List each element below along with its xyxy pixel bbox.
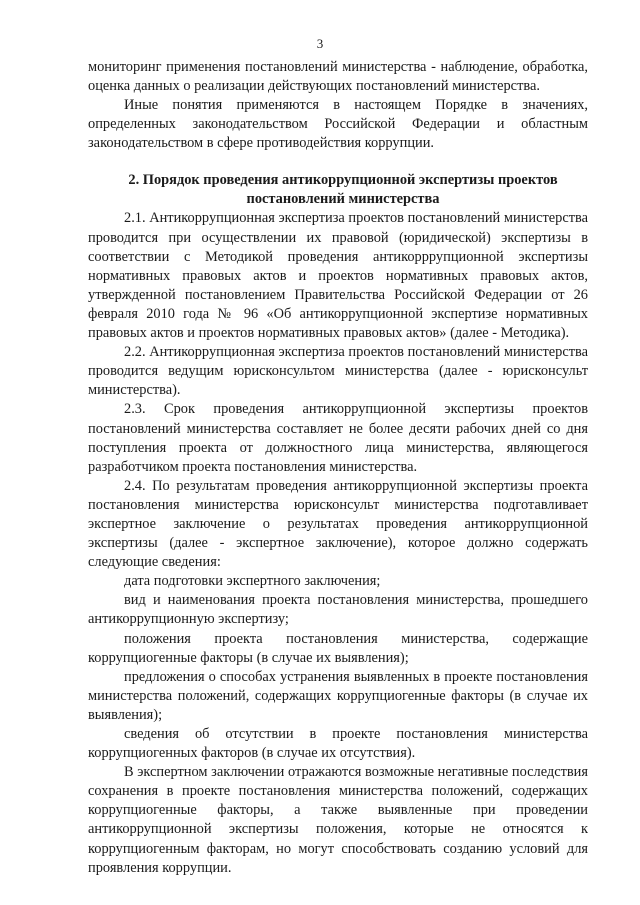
section-title: 2. Порядок проведения антикоррупционной экспертизы проектов постановлений министерства [128, 172, 558, 208]
list-item-proposals: предложения о способах устранения выявленных в проекте постановления министерства положений, содержащих коррупциогенные факторы (в случае их выявления); [88, 668, 588, 723]
paragraph-definition-monitoring: мониторинг применения постановлений министерства - наблюдение, обработка, оценка данных о реализации действующих постановлений министерства. [88, 59, 588, 95]
list-item-absence: сведения об отсутствии в проекте постановления министерства коррупциогенных факторов (в случае их отсутствия). [88, 726, 588, 762]
paragraph-consequences: В экспертном заключении отражаются возможные негативные последствия сохранения в проекте постановления министерства положений, содержащих коррупциогенные факторы, а также выявленные при проведении антикоррупционной экспертизы положения, которые не относятся к коррупциогенным факторам, но могут способствовать созданию условий для проявления коррупции. [88, 764, 588, 876]
list-item-type: вид и наименования проекта постановления министерства, прошедшего антикоррупционную экспертизу; [88, 592, 588, 628]
paragraph-2-4: 2.4. По результатам проведения антикоррупционной экспертизы проекта постановления министерства юрисконсульт министерства подготавливает экспертное заключение о результатах проведения антикоррупционной экспертизы (далее - экспертное заключение), которое должно содержать следующие сведения: [88, 477, 588, 571]
list-item-provisions: положения проекта постановления министерства, содержащие коррупциогенные факторы (в случае их выявления); [88, 630, 588, 666]
document-body [88, 58, 588, 878]
paragraph-2-2: 2.2. Антикоррупционная экспертиза проектов постановлений министерства проводится ведущим юрисконсультом министерства (далее - юрисконсульт министерства). [88, 344, 588, 399]
paragraph-2-1: 2.1. Антикоррупционная экспертиза проектов постановлений министерства проводится при осуществлении их правовой (юридической) экспертизы в соответствии с Методикой проведения антикорррупционной экспертизы нормативных правовых актов и проектов нормативных правовых актов, утвержденной постановлением Правительства Российской Федерации от 26 февраля 2010 года № 96 «Об антикоррупционной экспертизе нормативных правовых актов и проектов нормативных правовых актов» (далее - Методика). [88, 210, 588, 342]
page-number: 3 [316, 36, 324, 51]
paragraph-2-3: 2.3. Срок проведения антикоррупционной экспертизы проектов постановлений министерства составляет не более десяти рабочих дней со дня поступления проекта от должностного лица министерства, являющегося разработчиком проекта постановления министерства. [88, 401, 588, 475]
spacer [88, 153, 588, 171]
list-item-date: дата подготовки экспертного заключения; [124, 573, 381, 590]
paragraph-other-terms: Иные понятия применяются в настоящем Порядке в значениях, определенных законодательством Российской Федерации и областным законодательством в сфере противодействия коррупции. [88, 97, 588, 152]
